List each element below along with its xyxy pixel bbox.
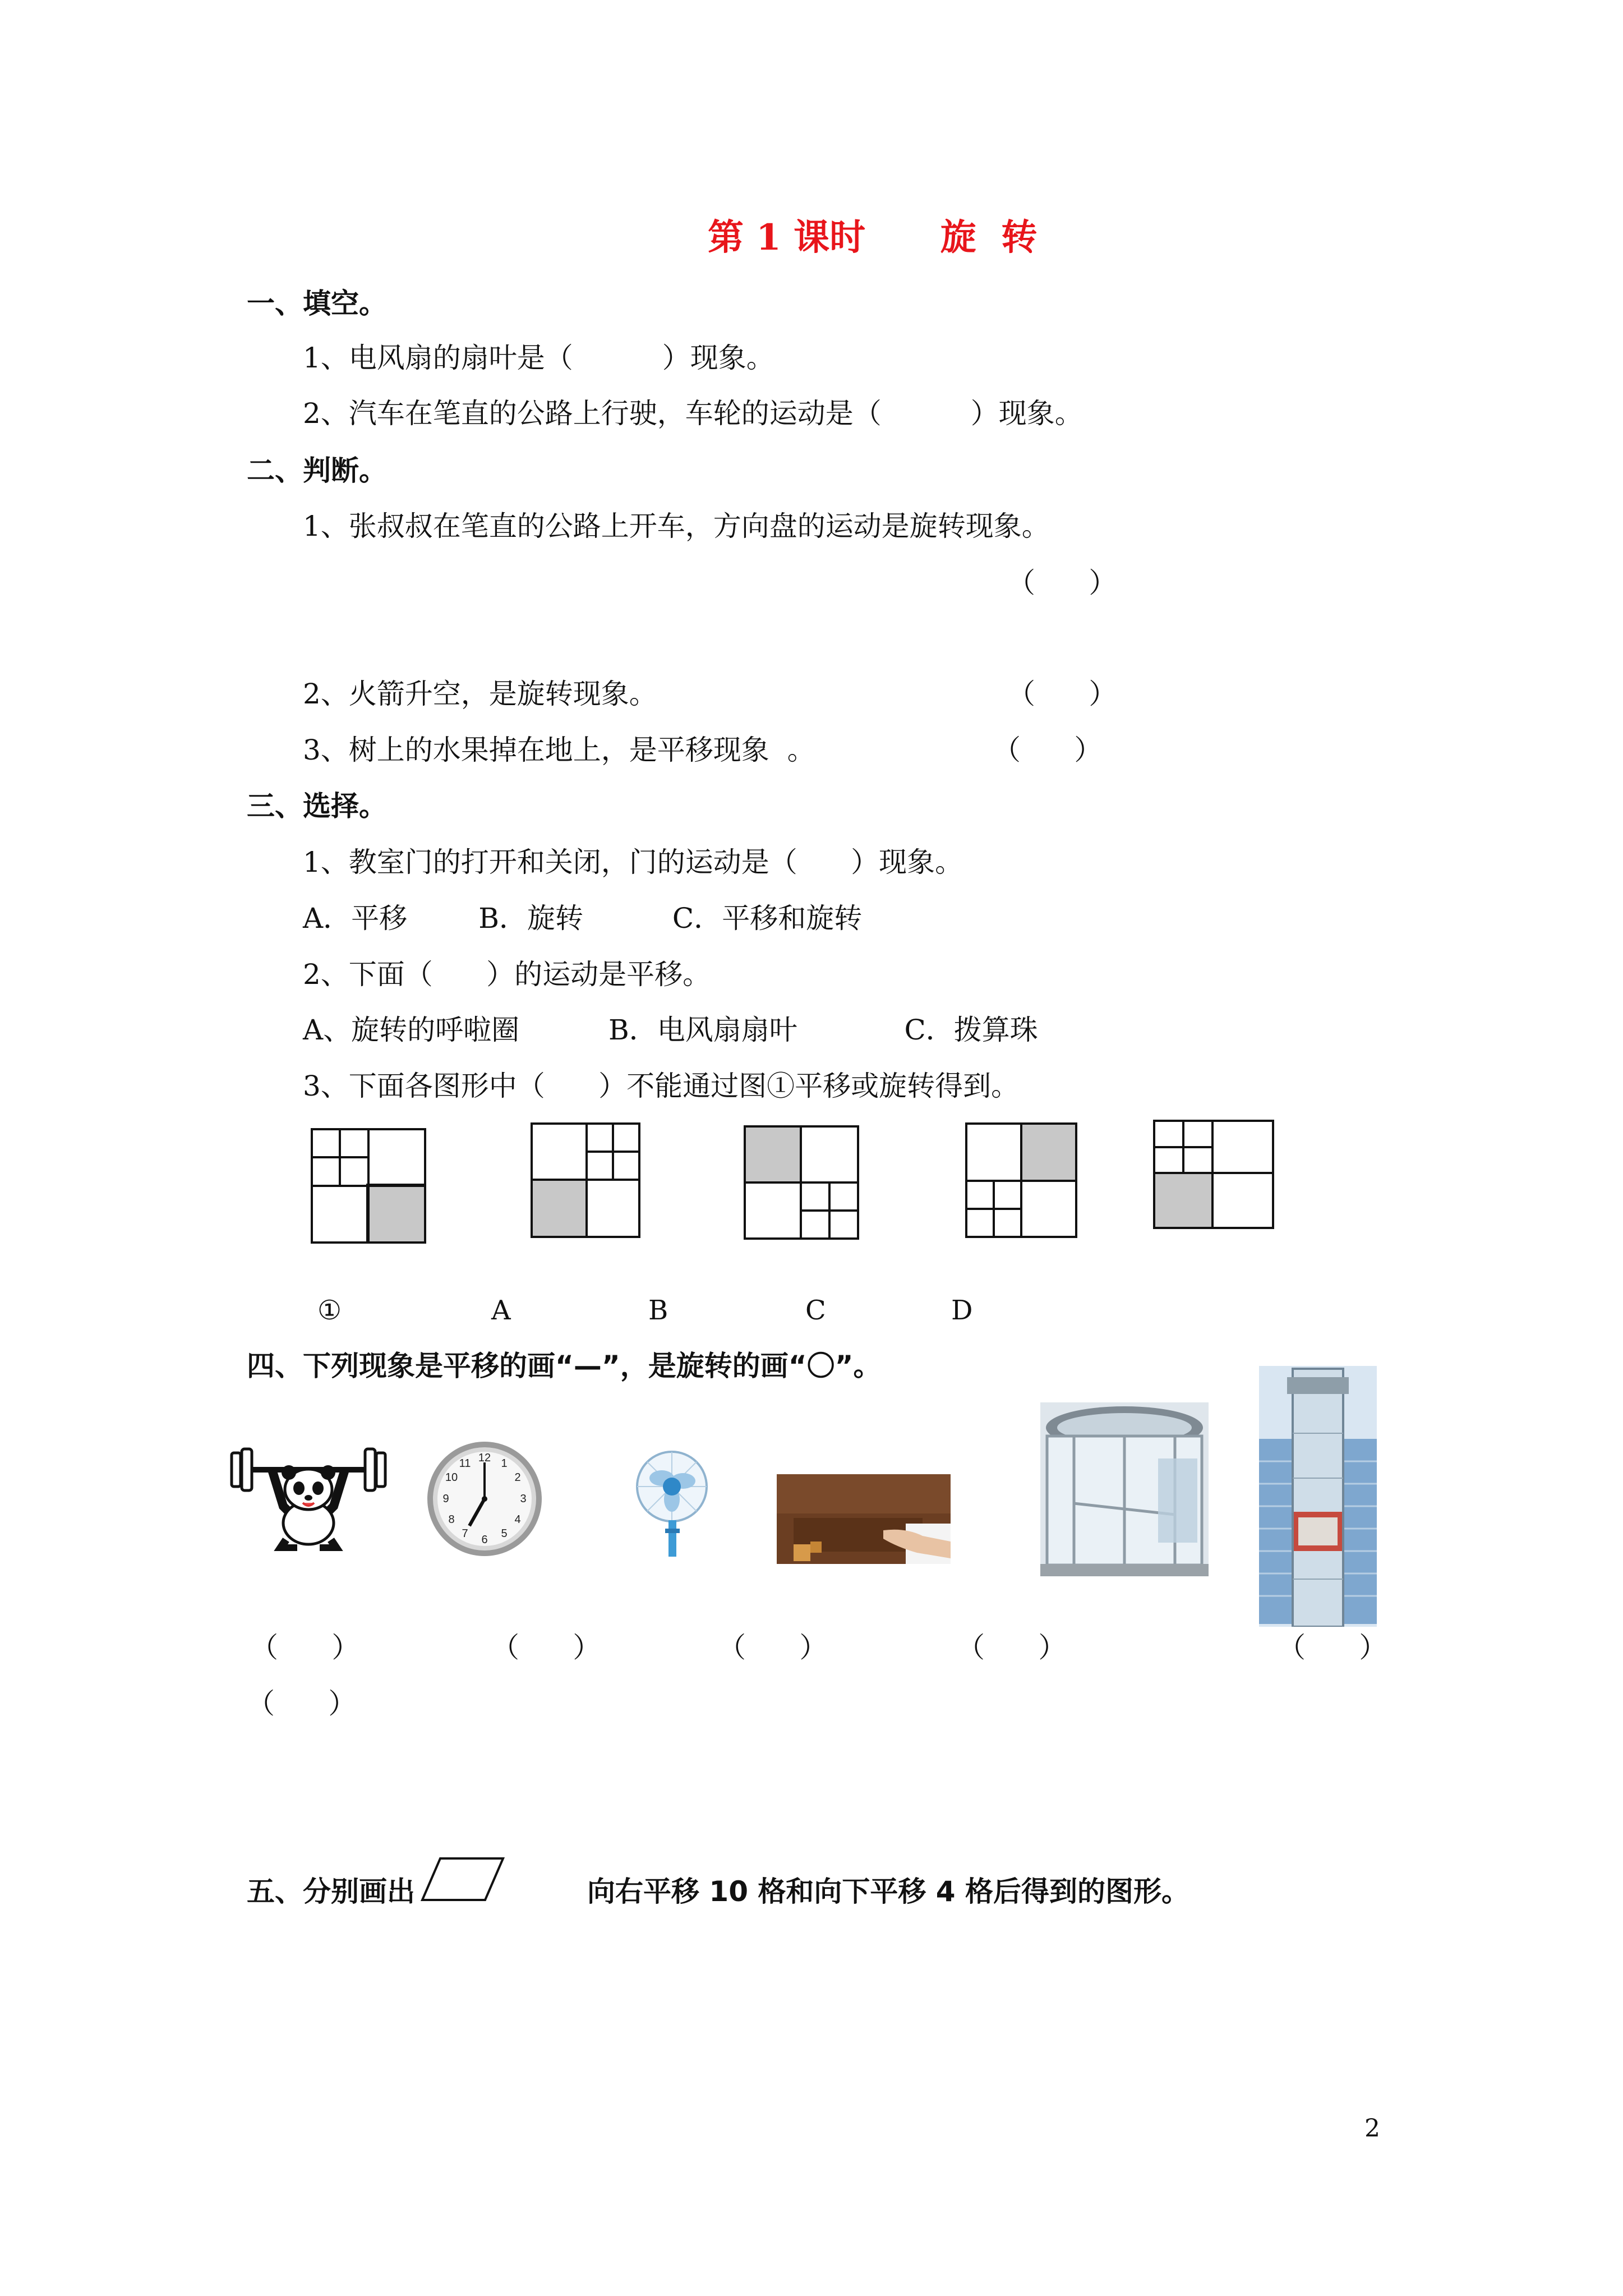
section5-heading-prefix: 五、分别画出 — [247, 1875, 415, 1908]
section2-heading: 二、判断。 — [247, 454, 387, 487]
answer-paren-5: （ ） — [1278, 1631, 1387, 1664]
answer-paren-4: （ ） — [957, 1631, 1067, 1664]
section3-q3: 3、下面各图形中（ ）不能通过图①平移或旋转得到。 — [303, 1070, 1020, 1102]
pulling-drawer-image — [777, 1474, 951, 1564]
grid-figure-c — [965, 1122, 1080, 1240]
svg-text:3: 3 — [520, 1493, 527, 1505]
answer-paren-6: （ ） — [247, 1687, 357, 1720]
section2-q1-answer-paren: （ ） — [1007, 567, 1117, 599]
section2-q3: 3、树上的水果掉在地上，是平移现象 。 — [303, 734, 815, 766]
answer-paren-3: （ ） — [718, 1631, 828, 1664]
answer-paren-1: （ ） — [250, 1631, 360, 1664]
section2-q2-answer-paren: （ ） — [1007, 678, 1117, 710]
parallelogram-icon — [418, 1854, 508, 1904]
section3-q1: 1、教室门的打开和关闭，门的运动是（ ）现象。 — [303, 846, 963, 878]
section3-q2: 2、下面（ ）的运动是平移。 — [303, 958, 711, 991]
section2-q3-answer-paren: （ ） — [993, 734, 1103, 766]
section1-heading: 一、填空。 — [247, 287, 387, 320]
figure-label-d: D — [951, 1295, 973, 1326]
svg-text:10: 10 — [445, 1471, 458, 1484]
revolving-door-image — [1040, 1402, 1209, 1576]
figure-label-1: ① — [317, 1295, 342, 1326]
section4-heading: 四、下列现象是平移的画“—”，是旋转的画“〇”。 — [247, 1350, 882, 1382]
section2-q1: 1、张叔叔在笔直的公路上开车，方向盘的运动是旋转现象。 — [303, 510, 1050, 542]
figure-label-c: C — [805, 1295, 826, 1326]
electric-fan-image — [628, 1450, 718, 1562]
panda-weightlifter-image — [227, 1444, 390, 1551]
figure-label-a: A — [491, 1295, 511, 1326]
svg-text:2: 2 — [514, 1471, 521, 1484]
svg-text:11: 11 — [459, 1457, 471, 1470]
section2-q2: 2、火箭升空，是旋转现象。 — [303, 678, 657, 710]
figure-label-b: B — [648, 1295, 668, 1326]
svg-text:4: 4 — [514, 1513, 521, 1526]
svg-text:6: 6 — [481, 1534, 488, 1546]
grid-figure-1 — [310, 1128, 428, 1245]
grid-figure-a — [530, 1122, 642, 1240]
section1-q2: 2、汽车在笔直的公路上行驶，车轮的运动是（ ）现象。 — [303, 397, 1083, 430]
svg-text:9: 9 — [442, 1493, 449, 1505]
grid-figure-d — [1152, 1119, 1276, 1231]
answer-paren-2: （ ） — [491, 1631, 601, 1664]
glass-elevator-image — [1259, 1366, 1377, 1627]
wall-clock-image — [425, 1439, 545, 1559]
page-title: 第 1 课时 旋 转 — [708, 217, 1038, 259]
section3-q2-options: A、旋转的呼啦圈 B．电风扇扇叶 C．拨算珠 — [303, 1014, 1038, 1046]
svg-text:12: 12 — [478, 1452, 491, 1464]
grid-figure-b — [743, 1125, 861, 1243]
section3-q1-options: A．平移 B．旋转 C．平移和旋转 — [303, 902, 863, 935]
section5-heading-suffix: 向右平移 10 格和向下平移 4 格后得到的图形。 — [587, 1875, 1189, 1908]
svg-text:1: 1 — [501, 1457, 508, 1470]
section3-heading: 三、选择。 — [247, 790, 387, 822]
section1-q1: 1、电风扇的扇叶是（ ）现象。 — [303, 342, 774, 374]
page-number: 2 — [1364, 2114, 1380, 2143]
svg-text:8: 8 — [448, 1513, 455, 1526]
svg-text:5: 5 — [501, 1527, 508, 1540]
svg-text:7: 7 — [462, 1527, 468, 1540]
